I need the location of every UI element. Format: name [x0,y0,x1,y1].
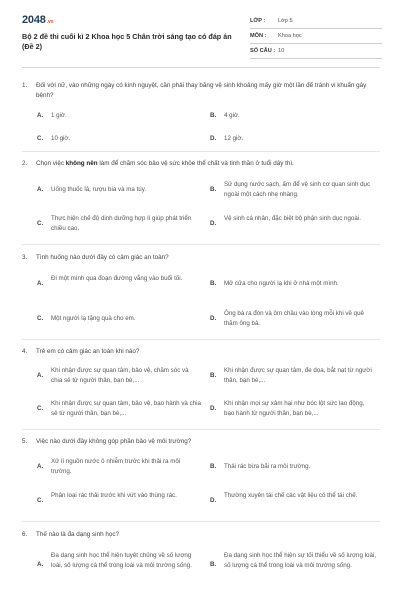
answer-option[interactable] [37,551,205,581]
option-text: Mở cửa cho người lạ khi ở nhà một mình. [224,280,339,287]
meta-value: 10 [278,48,285,54]
option-letter: D. [210,135,217,142]
question-text-part: làm để chăm sóc bảo vệ sức khỏe thể chất và tinh thần ở tuổi dậy thì. [97,160,294,167]
header-divider [22,67,380,68]
option-text: 4 giờ. [224,112,240,119]
question-2 [22,159,380,171]
answer-option[interactable] [37,214,202,234]
option-letter: A. [37,561,44,568]
option-text: Thực hiện chế độ dinh dưỡng hợp lí giúp phát triển chiều cao. [51,215,192,232]
answer-option[interactable] [37,274,202,294]
answer-option[interactable] [37,457,202,477]
question-number: 1. [22,82,28,89]
answer-option[interactable] [37,111,197,121]
answer-option[interactable] [210,134,370,144]
option-text: Thường xuyên tái chế các vật liệu có thể tái chế. [224,492,358,499]
option-letter: D. [210,405,217,412]
answer-option[interactable] [210,551,378,581]
meta-value: Khoa học [278,33,302,39]
meta-value: Lớp 5 [278,18,293,24]
option-text: Sử dụng nước sạch, ấm để vệ sinh cơ quan sinh dục ngoài một cách nhẹ nhàng. [224,181,371,198]
option-text: Khi nhận được sự quan tâm, đe dọa, bắt nạt từ người thân, bạn bè,... [224,367,372,384]
answer-option[interactable] [210,491,375,511]
answer-option[interactable] [37,399,202,419]
option-letter: C. [37,135,44,142]
option-text: Xử lí nguồn nước ô nhiễm trước khi thải ra môi trường. [51,458,181,475]
option-letter: D. [210,315,217,322]
option-text: Ông bà ra đón và ôm chầu vào lòng mỗi khi về quê thăm ông bà. [224,310,364,327]
option-letter: C. [37,405,44,412]
question-text: Việc nào dưới đây không góp phần bảo vệ môi trường? [36,438,192,445]
option-letter: B. [210,280,217,287]
option-text: Một người lạ tặng quà cho em. [51,315,136,322]
option-text: Vệ sinh cá nhân, đặc biệt bộ phận sinh dục ngoài. [224,215,361,222]
answer-option[interactable] [210,111,370,121]
question-text-part: Chọn việc [36,160,66,167]
option-letter: B. [210,463,217,470]
answer-option[interactable] [37,366,202,386]
document-header [22,14,382,60]
question-text: Thế nào là đa dạng sinh học? [36,531,119,538]
option-text: Thải rác bừa bãi ra môi trường. [224,463,311,470]
option-text: Khi nhận được sự quan tâm, bảo vệ, chăm sóc và chia sẻ từ người thân, bạn bè,... [51,367,189,384]
question-number: 3. [22,254,28,261]
meta-row-count [250,44,382,59]
question-1 [22,81,380,105]
option-text: Uống thuốc lá, rượu bia và ma túy. [51,186,147,193]
question-divider [22,244,380,245]
question-number: 4. [22,348,28,355]
question-6 [22,530,380,542]
meta-row-class [250,14,382,29]
question-number: 2. [22,160,28,167]
meta-table [250,14,382,59]
question-5 [22,437,380,449]
question-3 [22,253,380,265]
question-text [36,159,376,169]
meta-key: SỐ CÂU : [250,48,276,54]
option-letter: D. [210,497,217,504]
option-letter: C. [37,315,44,322]
question-number: 6. [22,531,28,538]
question-divider [22,521,380,522]
answer-option[interactable] [210,462,375,472]
question-divider [22,339,380,340]
option-letter: A. [37,186,44,193]
site-logo[interactable] [22,14,53,26]
logo-suffix: .vn [46,19,54,25]
meta-key: LỚP : [250,18,266,24]
answer-option[interactable] [210,309,375,329]
question-text: Đối với nữ, vào những ngày có kinh nguyệt, cần phải thay băng vệ sinh khoảng mấy giờ một lần để tránh vi khuẩn gây bệnh? [36,82,367,99]
option-text: Khi nhận được sự quan tâm, bảo vệ, bạo hành và chia sẻ từ người thân, bạn bè,... [51,400,201,417]
option-text: 10 giờ. [51,135,71,142]
answer-option[interactable] [210,279,375,289]
option-text: Đa dạng sinh học thể hiện tuyệt chủng về số lượng loài, số lượng cá thể trong loài và môi trường sống. [51,552,192,569]
answer-option[interactable] [210,180,375,200]
option-letter: A. [37,463,44,470]
question-text: Trẻ em có cảm giác an toàn khi nào? [36,348,140,355]
option-letter: A. [37,372,44,379]
option-letter: C. [37,220,44,227]
option-text: Đa dạng sinh học thể hiện sự tối thiểu về số lượng loài, số lượng cá thể trong loài và môi trường sống. [224,552,376,569]
option-letter: D. [210,220,217,227]
option-text: 1 giờ. [51,112,67,119]
answer-option[interactable] [210,214,375,234]
question-divider [22,151,380,152]
question-divider [22,429,380,430]
question-number: 5. [22,438,28,445]
answer-option[interactable] [210,399,375,419]
option-text: 12 giờ. [224,135,244,142]
option-text: Khi nhận mọi sự xâm hại như bóc lột sức lao động, bạo hành từ người thân, bạn bè,... [224,400,365,417]
answer-option[interactable] [37,491,202,511]
question-4 [22,347,380,359]
answer-option[interactable] [210,366,375,386]
option-letter: C. [37,497,44,504]
option-text: Phân loại rác thải trước khi vứt vào thùng rác. [51,492,177,499]
meta-key: MÔN : [250,33,267,39]
option-text: Đi một mình qua đoạn đường vắng vào buổi tối. [51,275,183,282]
logo-text: 2048 [22,14,46,26]
option-letter: A. [37,112,44,119]
option-letter: B. [210,186,217,193]
document-title: Bộ 2 đề thi cuối kì 2 Khoa học 5 Chân trời sáng tạo có đáp án (Đề 2) [22,32,232,51]
meta-row-subject [250,29,382,44]
option-letter: B. [210,561,217,568]
answer-option[interactable] [37,134,197,144]
answer-option[interactable] [37,314,202,324]
question-text: Tình huống nào dưới đây có cảm giác an toàn? [36,254,169,261]
option-letter: B. [210,112,217,119]
answer-option[interactable] [37,185,202,195]
question-text-emphasis: không nên [65,160,98,167]
option-letter: A. [37,280,44,287]
option-letter: B. [210,372,217,379]
